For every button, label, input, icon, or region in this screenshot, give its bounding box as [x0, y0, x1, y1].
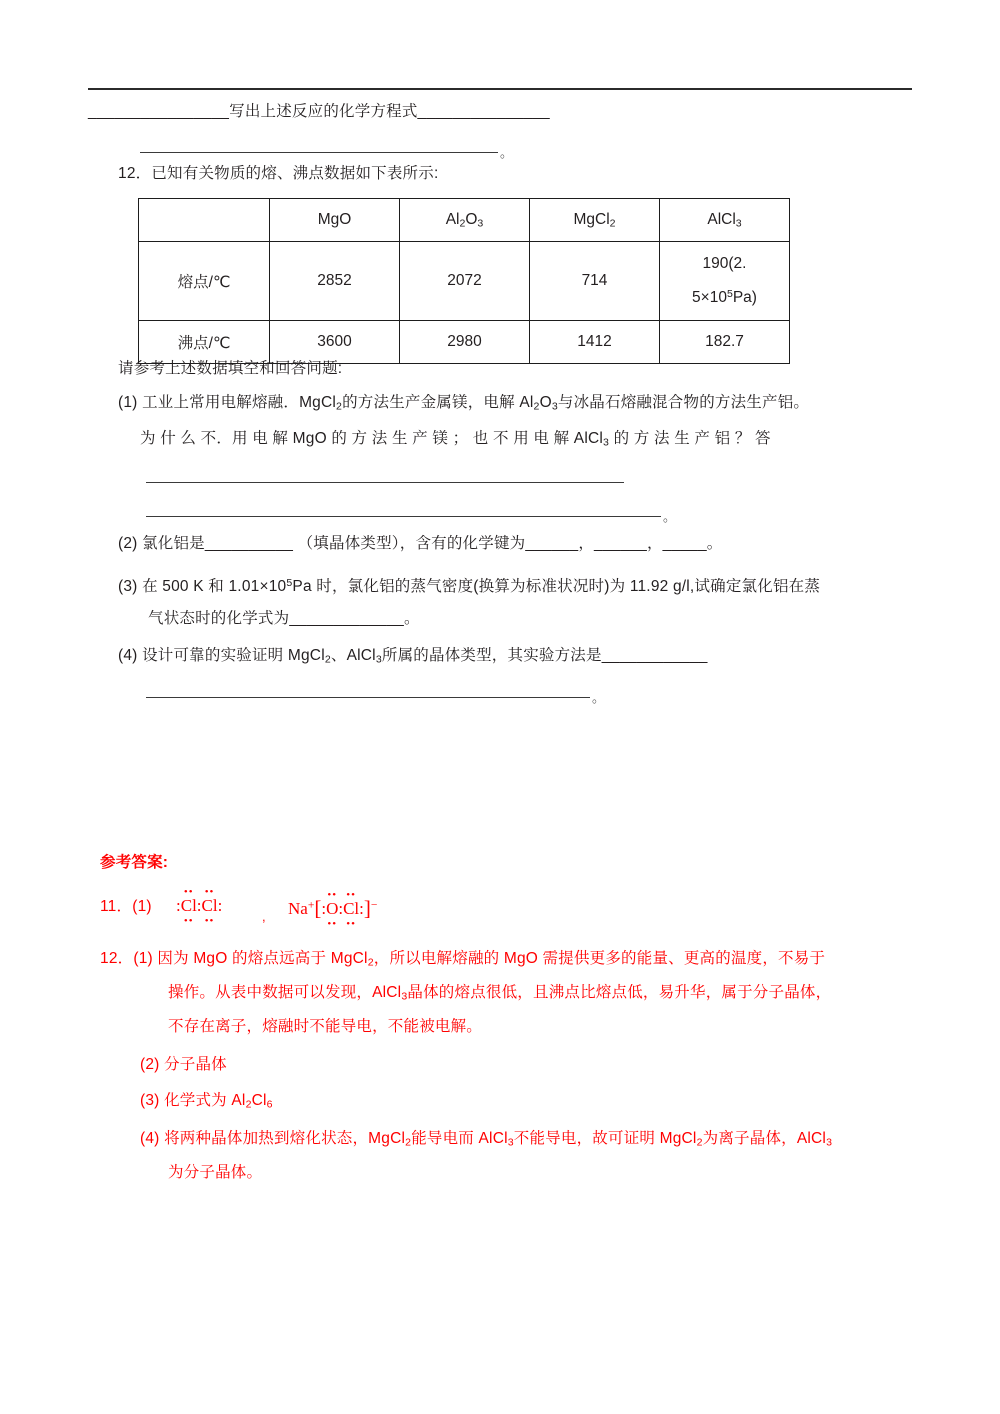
- lewis-naclo-atom-o: [326, 889, 339, 930]
- lewis-naclo-sodium-charge: +: [307, 898, 315, 912]
- item-3-exponent: 5: [286, 577, 293, 589]
- answer-12-line-1: [100, 948, 825, 973]
- lewis-naclo-dots-bot-cl: ••: [346, 918, 356, 930]
- answer-12-1-text-a: 因为 MgO 的熔点远高于 MgCl: [157, 950, 368, 967]
- item-3-text-b: Pa 时，氯化铝的蒸气密度(换算为标准状况时)为 11.92 g/l,试确定氯化铝在蒸: [292, 578, 821, 596]
- answer-12-1-text-b: ，所以电解熔融的 MgO 需提供更多的能量、更高的温度，不易于: [373, 950, 826, 967]
- header-instruction-text: 写出上述反应的化学方程式: [229, 103, 418, 120]
- item-4-text-a: 设计可靠的实验证明 MgCl: [142, 647, 325, 664]
- lewis-cl2-atom-1: [180, 886, 197, 927]
- answer-12-2-text: 分子晶体: [164, 1056, 227, 1073]
- item-1-text-c: O: [539, 394, 552, 411]
- header-fillin-line: [88, 101, 550, 123]
- item-3-marker: (3): [118, 578, 138, 596]
- answer-12-3: [140, 1090, 273, 1115]
- melting-point-al2o3: 2072: [400, 242, 530, 321]
- table-header-al2o3: $Al_2O_3$: [400, 199, 530, 242]
- answer-11-number: 11．: [100, 898, 133, 915]
- item-3-line2-text: 气状态时的化学式为: [148, 610, 290, 627]
- item-2-blank-2: ______: [525, 535, 579, 552]
- item-1-text-a: 工业上常用电解熔融．MgCl: [142, 394, 337, 411]
- answer-12-4-sub-3: 2: [696, 1136, 703, 1149]
- lewis-separator-comma: ,: [262, 909, 266, 924]
- lewis-cl2-lone-right: :: [217, 896, 223, 915]
- item-2-period: 。: [706, 535, 723, 552]
- question-item-1-line-1: [118, 392, 809, 417]
- lewis-cl2-lone-left: :: [176, 896, 181, 915]
- lewis-naclo-atom-cl: [343, 889, 360, 930]
- melting-point-mgo: 2852: [270, 242, 400, 321]
- item-1-marker: (1): [118, 394, 138, 411]
- answer-12-4-text-c: 不能导电，故可证明 MgCl: [513, 1130, 697, 1147]
- item-1-sub-c: 3: [551, 400, 558, 413]
- item-1-answer-rule-1: [146, 482, 624, 483]
- lewis-naclo-dots-bot-o: ••: [327, 918, 338, 930]
- table-row-melting-point: [139, 242, 790, 321]
- question-item-4: [118, 645, 708, 670]
- question-12-number: 12．: [118, 165, 152, 182]
- answer-12-4-text-a: 将两种晶体加热到熔化状态，MgCl: [164, 1130, 406, 1147]
- answer-12-2-marker: (2): [140, 1056, 160, 1073]
- table-header-row: [139, 199, 790, 242]
- lewis-cl2-atom-2: [201, 886, 218, 927]
- item-2-text-a: 氯化铝是: [142, 535, 205, 552]
- header-blank-2: _______________: [417, 103, 550, 120]
- answer-12-4-text-b: 能导电而 AlCl: [411, 1130, 508, 1147]
- boiling-point-mgo: 3600: [270, 321, 400, 364]
- answer-12-3-text-b: Cl: [251, 1092, 267, 1109]
- table-header-alcl3: AlCl$_3$: [660, 199, 790, 242]
- alcl3-pressure-exponent: 5: [726, 287, 733, 300]
- alcl3-pressure-prefix: 5×10: [692, 289, 727, 307]
- item-1-line2-text-a: 为 什 么 不．用 电 解 MgO 的 方 法 生 产 镁 ； 也 不 用 电 解 AlCl: [140, 430, 604, 447]
- answer-12-4-sub-1: 2: [405, 1136, 412, 1149]
- boiling-point-alcl3: 182.7: [660, 321, 790, 364]
- lewis-cl2-dots-bot-2: ••: [204, 915, 215, 927]
- answer-12-4-line-1: [140, 1128, 832, 1153]
- lewis-cl2-symbol-1: Cl: [180, 896, 197, 915]
- answer-12-3-text-a: 化学式为 Al: [164, 1092, 246, 1109]
- lewis-cl2-symbol-2: Cl: [201, 896, 218, 915]
- answer-12-1-line2-text-a: 操作。从表中数据可以发现，AlCl: [168, 984, 402, 1001]
- answer-12-4-line-2: 为分子晶体。: [168, 1164, 263, 1181]
- table-header-mgcl2: MgCl$_2$: [530, 199, 660, 242]
- lewis-cl2-bond-pair: :: [196, 896, 202, 915]
- melting-point-alcl3-line2: [660, 279, 789, 313]
- item-2-blank-3: ______: [594, 535, 647, 552]
- item-4-answer-rule: [146, 697, 590, 698]
- answer-12-3-sub-1: 2: [245, 1098, 252, 1111]
- answer-instruction: 请参考上述数据填空和回答问题:: [118, 360, 343, 377]
- melting-point-mgcl2: 714: [530, 242, 660, 321]
- answer-12-4-text-d: 为离子晶体，AlCl: [702, 1130, 827, 1147]
- item-2-blank-4: _____: [662, 535, 707, 552]
- lewis-structure-cl2: [176, 886, 223, 927]
- question-item-3-line-1: [118, 572, 820, 598]
- item-1-sub-a: 2: [336, 400, 343, 413]
- melting-point-alcl3-line1: 190(2.: [702, 254, 747, 272]
- item-1-sub-b: 2: [533, 400, 540, 413]
- answer-12-number: 12．: [100, 950, 134, 967]
- item-4-blank: ____________: [601, 647, 708, 664]
- table-corner-cell: [139, 199, 270, 242]
- answers-heading: 参考答案:: [100, 854, 169, 871]
- table-header-mgo: MgO: [270, 199, 400, 242]
- answer-12-4-sub-4: 3: [826, 1136, 833, 1149]
- item-2-text-b: （填晶体类型），含有的化学键为: [297, 535, 526, 552]
- lewis-naclo-anion-charge: −: [370, 898, 378, 912]
- item-2-marker: (2): [118, 535, 138, 552]
- item-1-line2-sub: 3: [603, 436, 610, 449]
- lewis-cl2-dots-top-2: ••: [204, 886, 215, 898]
- header-blank-1: ________________: [88, 103, 230, 120]
- melting-boiling-point-table: [138, 198, 790, 364]
- answer-12-line-2: [168, 982, 831, 1007]
- row-label-melting-point: 熔点/℃: [139, 242, 270, 321]
- row-label-boiling-point: 沸点/℃: [139, 321, 270, 364]
- lewis-structure-naclo: [288, 889, 378, 930]
- lewis-naclo-bracket-left: [: [314, 896, 322, 920]
- item-1-text-d: 与冰晶石熔融混合物的方法生产铝。: [557, 394, 810, 411]
- lewis-cl2-dots-top-1: ••: [183, 886, 194, 898]
- answer-12-1-sub-a: 2: [367, 956, 374, 969]
- page-top-rule: [88, 88, 912, 90]
- item-1-line2-text-b: 的 方 法 生 产 铝 ？ 答: [609, 430, 771, 447]
- question-item-1-line-2: [140, 428, 771, 453]
- item-4-sub-b: 3: [375, 653, 382, 666]
- item-4-answer-period: 。: [592, 690, 606, 705]
- lewis-naclo-symbol-o: O: [326, 899, 339, 918]
- item-1-answer-rule-2: [146, 516, 661, 517]
- item-1-text-b: 的方法生产金属镁，电解 Al: [342, 394, 534, 411]
- lewis-naclo-sodium: Na: [288, 899, 308, 918]
- item-1-answer-period: 。: [663, 509, 677, 524]
- boiling-point-mgcl2: 1412: [530, 321, 660, 364]
- item-2-separator-1: ，: [578, 535, 595, 552]
- lewis-cl2-dots-bot-1: ••: [183, 915, 194, 927]
- answer-12-1-line2-sub: 3: [401, 990, 408, 1003]
- item-4-text-b: 、AlCl: [330, 647, 376, 664]
- item-2-blank-1: __________: [204, 535, 294, 552]
- item-4-marker: (4): [118, 647, 138, 664]
- answer-12-1-line2-text-b: 晶体的熔点很低，且沸点比熔点低，易升华，属于分子晶体，: [407, 984, 832, 1001]
- lewis-naclo-dots-top-o: ••: [327, 889, 338, 901]
- answer-11-marker: (1): [132, 898, 152, 915]
- item-4-sub-a: 2: [324, 653, 331, 666]
- lewis-naclo-bond-pair: :: [338, 899, 344, 918]
- lewis-naclo-symbol-cl: Cl: [343, 899, 360, 918]
- lewis-naclo-lone-right: :: [359, 899, 364, 918]
- question-item-2: [118, 533, 722, 555]
- answer-12-4-marker: (4): [140, 1130, 160, 1147]
- item-3-blank: _____________: [289, 610, 404, 627]
- item-2-separator-2: ，: [646, 535, 663, 552]
- answer-12-1-marker: (1): [133, 950, 153, 967]
- answer-12-3-sub-2: 6: [266, 1098, 273, 1111]
- lewis-naclo-dots-top-cl: ••: [346, 889, 356, 901]
- answer-12-2: [140, 1054, 227, 1076]
- alcl3-pressure-suffix: Pa): [732, 289, 757, 307]
- question-item-3-line-2: [148, 608, 420, 630]
- answer-12-4-sub-2: 3: [507, 1136, 514, 1149]
- question-12-stem-text: 已知有关物质的熔、沸点数据如下表所示:: [151, 165, 439, 182]
- question-12-stem: [118, 163, 438, 185]
- header-answer-rule: [140, 152, 498, 153]
- item-3-period: 。: [403, 610, 420, 627]
- melting-point-alcl3: [660, 242, 790, 321]
- answer-11-label: [100, 896, 152, 918]
- answer-12-3-marker: (3): [140, 1092, 160, 1109]
- answer-12-line-3: 不存在离子，熔融时不能导电，不能被电解。: [168, 1018, 483, 1035]
- lewis-naclo-lone-left: :: [321, 899, 327, 918]
- item-3-text-a: 在 500 K 和 1.01×10: [142, 578, 287, 596]
- boiling-point-al2o3: 2980: [400, 321, 530, 364]
- header-answer-period: 。: [500, 145, 514, 160]
- lewis-naclo-bracket-right: ]: [363, 896, 371, 920]
- item-4-text-c: 所属的晶体类型，其实验方法是: [381, 647, 602, 664]
